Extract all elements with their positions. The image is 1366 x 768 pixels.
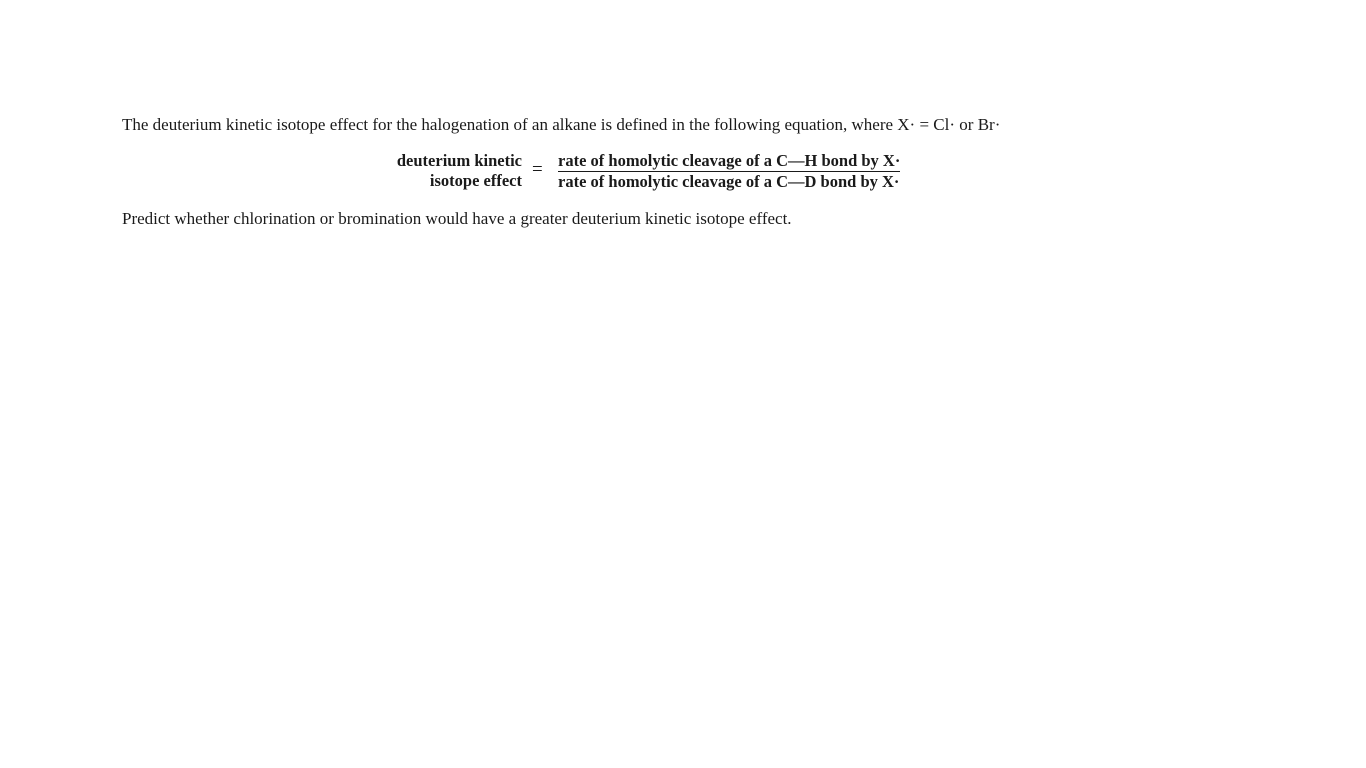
lhs-line-1: deuterium kinetic <box>396 151 522 170</box>
fraction-denominator: rate of homolytic cleavage of a C—D bond by X· <box>558 172 900 191</box>
question-paragraph: Predict whether chlorination or bromination would have a greater deuterium kinetic isotope effect. <box>122 209 792 228</box>
intro-paragraph: The deuterium kinetic isotope effect for the halogenation of an alkane is defined in the following equation, where X· = Cl· or Br· <box>122 115 1001 134</box>
isotope-effect-equation <box>380 151 940 195</box>
equation-left-side <box>397 151 522 191</box>
lhs-line-2: isotope effect <box>429 171 522 190</box>
equation-fraction <box>558 151 900 192</box>
equals-sign: = <box>532 159 543 180</box>
fraction-numerator: rate of homolytic cleavage of a C—H bond by X· <box>558 151 901 170</box>
